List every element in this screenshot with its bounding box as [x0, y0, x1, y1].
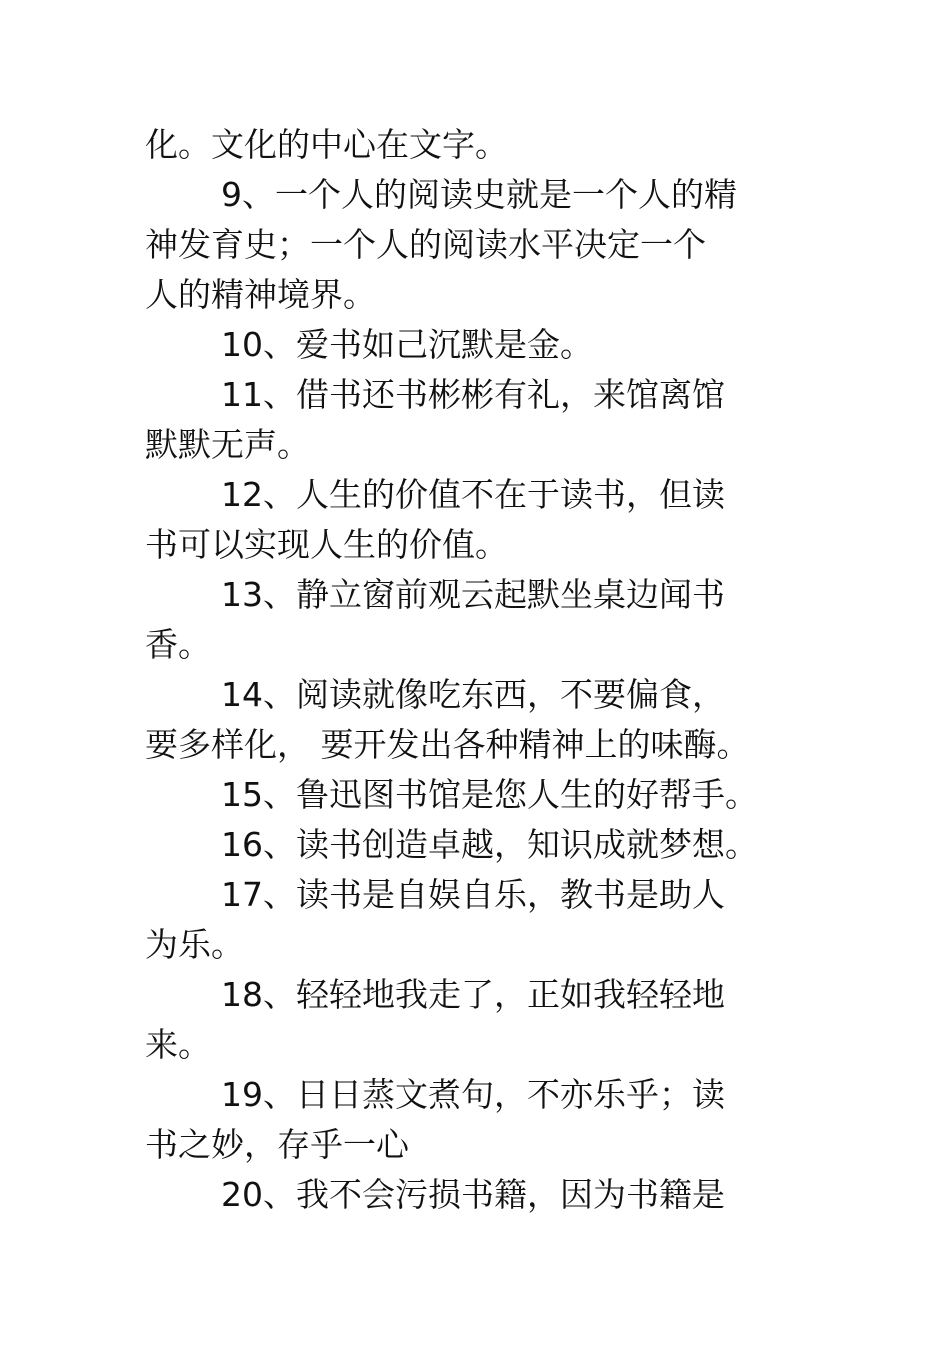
text-line: 16、读书创造卓越，知识成就梦想。: [221, 825, 758, 864]
text-line: 9、一个人的阅读史就是一个人的精: [221, 175, 737, 214]
text-line: 要多样化， 要开发出各种精神上的味酶。: [145, 725, 750, 764]
text-line: 10、爱书如己沉默是金。: [221, 325, 593, 364]
text-line: 书之妙，存乎一心: [145, 1125, 409, 1164]
text-line: 17、读书是自娱自乐，教书是助人: [221, 875, 725, 914]
text-line: 来。: [145, 1025, 211, 1064]
text-line: 15、鲁迅图书馆是您人生的好帮手。: [221, 775, 758, 814]
text-line: 13、静立窗前观云起默坐桌边闻书: [221, 575, 725, 614]
document-text: [145, 120, 785, 1220]
text-line: 20、我不会污损书籍，因为书籍是: [221, 1175, 725, 1214]
text-line: 神发育史；一个人的阅读水平决定一个: [145, 225, 706, 264]
text-line: 19、日日蒸文煮句，不亦乐乎；读: [221, 1075, 725, 1114]
text-line: 11、借书还书彬彬有礼，来馆离馆: [221, 375, 725, 414]
text-line: 12、人生的价值不在于读书，但读: [221, 475, 725, 514]
text-line: 14、阅读就像吃东西，不要偏食，: [221, 675, 725, 714]
text-line: 化。文化的中心在文字。: [145, 125, 508, 164]
text-line: 为乐。: [145, 925, 244, 964]
text-line: 人的精神境界。: [145, 275, 376, 314]
text-line: 香。: [145, 625, 211, 664]
text-line: 18、轻轻地我走了，正如我轻轻地: [221, 975, 725, 1014]
text-line: 书可以实现人生的价值。: [145, 525, 508, 564]
text-line: 默默无声。: [145, 425, 310, 464]
